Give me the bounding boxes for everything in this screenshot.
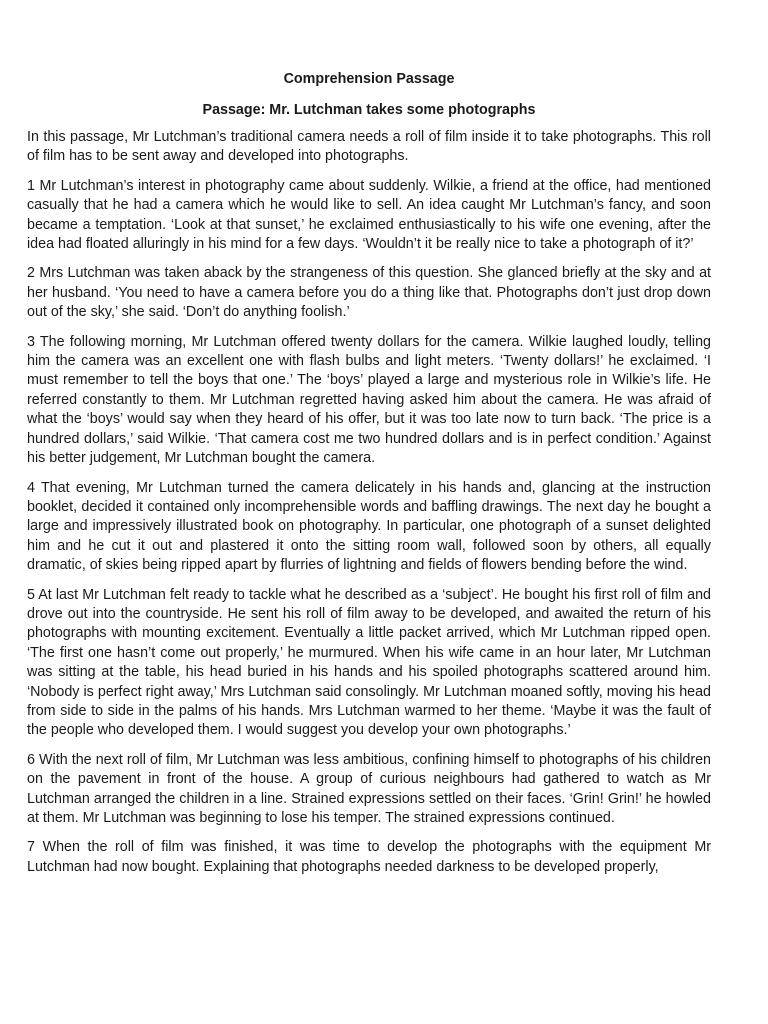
document-page bbox=[27, 69, 711, 887]
paragraph-3: 3 The following morning, Mr Lutchman offered twenty dollars for the camera. Wilkie laughed loudly, telling him the camera was an excellent one with flash bulbs and light meters. ‘Twenty dollars!’ he exclaimed. ‘I must remember to tell the boys that one.’ The ‘boys’ played a large and mysterious role in Wilkie’s life. He referred constantly to them. Mr Lutchman regretted having asked him about the camera. He was afraid of what the ‘boys’ would say when they heard of his offer, but it was too late now to turn back. ‘The price is a hundred dollars,’ said Wilkie. ‘That camera cost me two hundred dollars and is in perfect condition.’ Against his better judgement, Mr Lutchman bought the camera. bbox=[27, 333, 711, 467]
paragraph-2: 2 Mrs Lutchman was taken aback by the strangeness of this question. She glanced briefly at the sky and at her husband. ‘You need to have a camera before you do a thing like that. Photographs don’t just drop down out of the sky,’ she said. ‘Don’t do anything foolish.’ bbox=[27, 265, 711, 321]
intro-paragraph: In this passage, Mr Lutchman’s traditional camera needs a roll of film inside it to take photographs. This roll of film has to be sent away and developed into photographs. bbox=[27, 129, 711, 165]
paragraph-6: 6 With the next roll of film, Mr Lutchman was less ambitious, confining himself to photographs of his children on the pavement in front of the house. A group of curious neighbours had gathered to watch as Mr Lutchman arranged the children in a line. Strained expressions settled on their faces. ‘Grin! Grin!’ he howled at them. Mr Lutchman was beginning to lose his temper. The strained expressions continued. bbox=[27, 751, 711, 826]
paragraph-7: 7 When the roll of film was finished, it was time to develop the photographs with the equipment Mr Lutchman had now bought. Explaining that photographs needed darkness to be developed properly, bbox=[27, 839, 711, 875]
paragraph-1: 1 Mr Lutchman’s interest in photography came about suddenly. Wilkie, a friend at the office, had mentioned casually that he had a camera which he would like to sell. An idea caught Mr Lutchman’s fancy, and soon became a temptation. ‘Look at that sunset,’ he exclaimed enthusiastically to his wife one evening, after the idea had floated alluringly in his mind for a few days. ‘Wouldn’t it be really nice to take a photograph of it?’ bbox=[27, 177, 711, 253]
paragraph-4: 4 That evening, Mr Lutchman turned the camera delicately in his hands and, glancing at the instruction booklet, decided it contained only incomprehensible words and baffling drawings. The next day he bought a large and impressively illustrated book on photography. In particular, one photograph of a sunset delighted him and he cut it out and plastered it onto the sitting room wall, followed soon by others, all equally dramatic, of skies being ripped apart by flurries of lightning and fields of flowers bending before the wind. bbox=[27, 479, 711, 574]
passage-subtitle: Passage: Mr. Lutchman takes some photographs bbox=[202, 102, 536, 118]
paragraph-5: 5 At last Mr Lutchman felt ready to tackle what he described as a ‘subject’. He bought his first roll of film and drove out into the countryside. He sent his roll of film away to be developed, and awaited the return of his photographs with mounting excitement. Eventually a little packet arrived, which Mr Lutchman ripped open. ‘The first one hasn’t come out properly,’ he murmured. When his wife came in an hour later, Mr Lutchman was sitting at the table, his head buried in his hands and his spoiled photographs scattered around him. ‘Nobody is perfect right away,’ Mrs Lutchman said consolingly. Mr Lutchman moaned softly, moving his head from side to side in the palms of his hands. Mrs Lutchman warmed to her theme. ‘Maybe it was the fault of the people who developed them. I would suggest you develop your own photographs.’ bbox=[27, 586, 711, 739]
document-title: Comprehension Passage bbox=[283, 71, 455, 87]
